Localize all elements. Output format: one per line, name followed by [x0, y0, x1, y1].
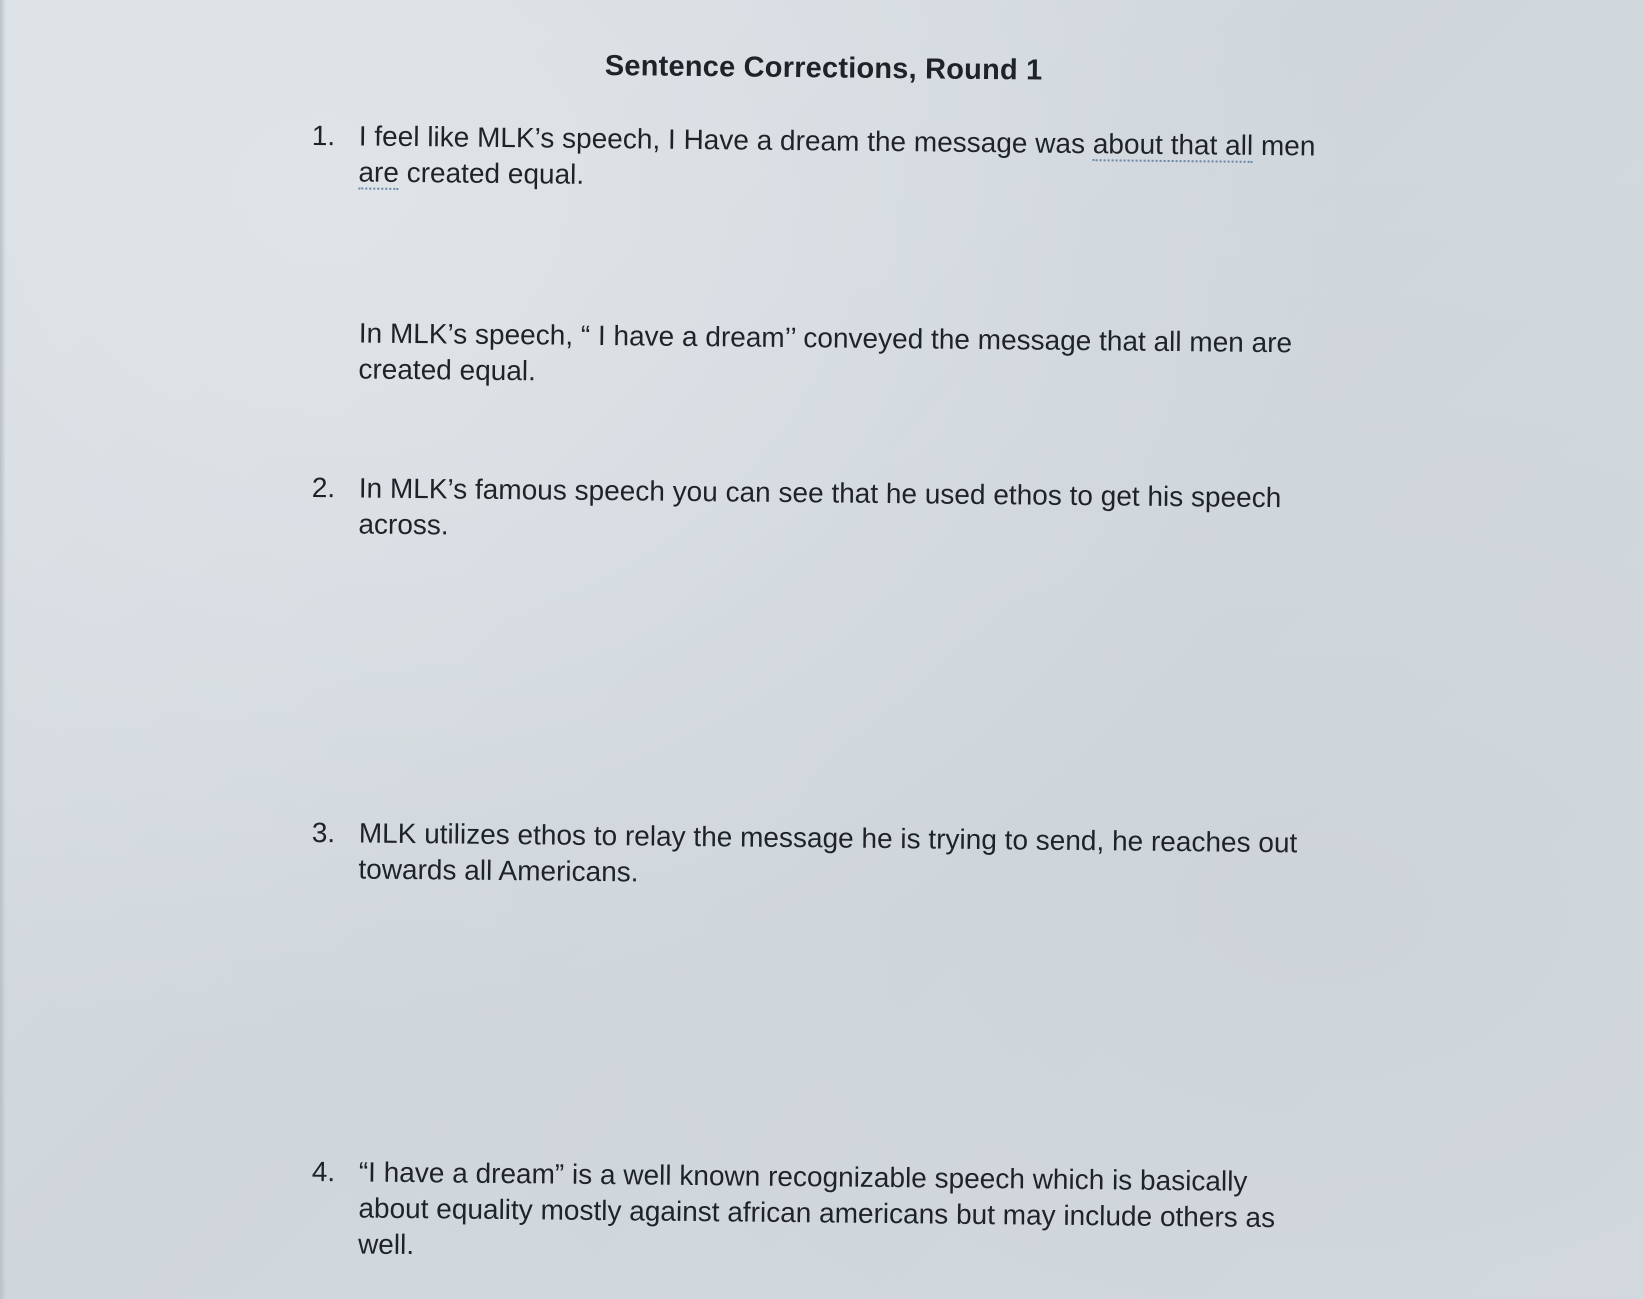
page-edge-shadow — [0, 0, 6, 1299]
corrected-sentence-1 — [311, 315, 1322, 398]
list-item-2 — [311, 470, 1322, 553]
list-item-number: 2. — [311, 471, 336, 504]
list-item-4 — [311, 1154, 1322, 1273]
list-item-text: MLK utilizes ethos to relay the message he is trying to send, he reaches out towards all Americans. — [358, 817, 1298, 888]
list-item-number: 3. — [311, 816, 336, 849]
list-item-number: 1. — [311, 119, 336, 152]
list-item-3 — [311, 815, 1322, 898]
sentence-segment: I feel like MLK’s speech, I Have a dream the message was — [358, 120, 1093, 160]
grammar-flagged-text: about that all — [1092, 128, 1254, 161]
list-item-number: 4. — [311, 1155, 336, 1188]
sentence-segment: men — [1253, 129, 1316, 162]
list-item-1 — [311, 118, 1322, 201]
list-item-text: “I have a dream” is a well known recognizable speech which is basically about equality mostly against african americans but may include others as well. — [357, 1156, 1276, 1261]
list-item-text — [358, 118, 1322, 200]
sentence-segment: created equal. — [398, 156, 585, 190]
corrected-sentence-text: In MLK’s speech, “ I have a dream’’ conveyed the message that all men are created equal. — [358, 317, 1293, 387]
grammar-flagged-text: are — [358, 156, 400, 188]
page-title: Sentence Corrections, Round 1 — [604, 50, 1043, 87]
list-item-text: In MLK’s famous speech you can see that he used ethos to get his speech across. — [358, 472, 1282, 541]
